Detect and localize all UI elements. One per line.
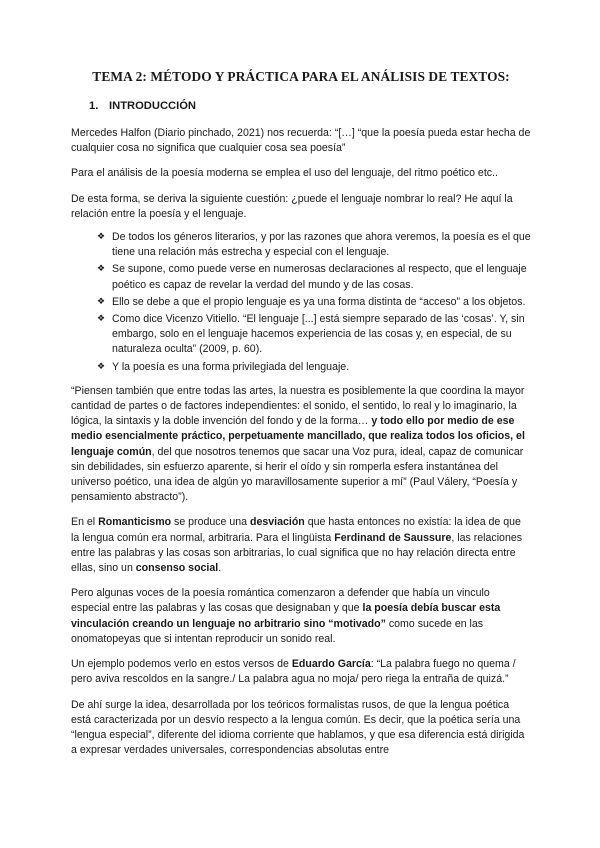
- diamond-bullet-icon: ❖: [97, 296, 106, 307]
- text-run: Pero algunas voces de la poesía romántica comenzaron a defender que había un vinculo especial entre las palabras y las cosas que designaban y que: [71, 587, 490, 615]
- paragraph-valery-quote: [71, 384, 531, 506]
- page-content: [71, 68, 531, 758]
- text-run: .: [218, 562, 222, 575]
- list-item: [99, 230, 531, 260]
- text-run: : “La palabra fuego no quema / pero aviva rescoldos en la sangre./ La palabra agua no moja/ pero riega la entraña de quizá.”: [71, 658, 516, 686]
- bold-run: consenso social: [135, 562, 219, 575]
- bullet-text: De todos los géneros literarios, y por las razones que ahora veremos, la poesía es el que tiene una relación más estrecha y especial con el lenguaje.: [112, 231, 531, 259]
- bold-run: Ferdinand de Saussure: [334, 531, 452, 544]
- document-title: TEMA 2: MÉTODO Y PRÁCTICA PARA EL ANÁLISIS DE TEXTOS:: [92, 69, 510, 84]
- valery-text-end: , del que nosotros tenemos que sacar una Voz pura, ideal, capaz de comunicar sin debilidades, sin esfuerzo aparente, si herir el oído y sin romperla esfera instantánea del universo poético, una idea de algún yo maravillosamente superior a mí” (Paul Válery, “Poesía y pensamiento abstracto”).: [71, 445, 524, 504]
- list-item: [99, 262, 531, 292]
- valery-bold-text: y todo ello por medio de ese medio esencialmente práctico, perpetuamente mancillado, que realiza todos los oficios, el lenguaje común: [71, 415, 525, 458]
- list-item: [99, 312, 531, 358]
- paragraph-halfon-quote: Mercedes Halfon (Diario pinchado, 2021) nos recuerda: “[…] “que la poesía pueda estar hecha de cualquier cosa no significa que cualquier cosa sea poesía”: [71, 127, 531, 155]
- bold-run: Romanticismo: [98, 516, 172, 529]
- bold-run: Eduardo García: [291, 658, 371, 671]
- diamond-bullet-icon: ❖: [97, 314, 106, 325]
- bold-run: desviación: [250, 516, 305, 529]
- bullet-list: [71, 230, 531, 375]
- list-item: [99, 295, 531, 310]
- text-run: , las relaciones entre las palabras y las cosas son arbitrarias, lo cual significa que no hay relación directa entre ellas, sino un: [71, 531, 523, 575]
- text-run: se produce una: [171, 516, 251, 529]
- section-number: 1.: [89, 100, 99, 112]
- diamond-bullet-icon: ❖: [97, 361, 106, 372]
- list-item: [99, 360, 531, 375]
- bullet-text: Se supone, como puede verse en numerosas declaraciones al respecto, que el lenguaje poético es capaz de revelar la verdad del mundo y de las cosas.: [112, 263, 527, 291]
- paragraph-formalistas: De ahí surge la idea, desarrollada por los teóricos formalistas rusos, de que la lengua poética está caracterizada por un desvío respecto a la lengua común. Es decir, que la poética sería una “lengua especial”, diferente del idioma corriente que hablamos, y que esa diferencia está dirigida a expresar verdades universales, correspondencias absolutas entre: [71, 698, 525, 757]
- paragraph-question: De esta forma, se deriva la siguiente cuestión: ¿puede el lenguaje nombrar lo real? He aquí la relación entre la poesía y el lenguaje.: [71, 192, 513, 220]
- section-title: INTRODUCCIÓN: [109, 100, 197, 112]
- paragraph-romanticismo: [71, 515, 531, 576]
- bullet-text: Y la poesía es una forma privilegiada del lenguaje.: [112, 360, 350, 373]
- section-heading: [71, 98, 531, 114]
- paragraph-modern-poetry: Para el análisis de la poesía moderna se emplea el uso del lenguaje, del ritmo poético etc..: [71, 167, 498, 180]
- text-run: como sucede en las onomatopeyas que si intentan reproducir un sonido real.: [71, 617, 484, 645]
- text-run: que hasta entonces no existía: la idea de que la lengua común era normal, arbitraria. Para el lingüista: [71, 516, 521, 544]
- bold-run: la poesía debía buscar esta vinculación creando un lenguaje no arbitrario sino “motivado”: [71, 602, 501, 630]
- diamond-bullet-icon: ❖: [97, 264, 106, 275]
- bullet-text: Ello se debe a que el propio lenguaje es ya una forma distinta de “acceso” a los objetos.: [112, 295, 526, 308]
- paragraph-vinculo: [71, 586, 531, 647]
- bullet-text: Como dice Vicenzo Vitiello. “El lenguaje [...] está siempre separado de las ‘cosas’. Y, sin embargo, solo en el lenguaje hacemos experiencia de las cosas y, en especial, de su naturaleza oculta” (2009, p. 60).: [112, 313, 525, 356]
- diamond-bullet-icon: ❖: [97, 232, 106, 243]
- valery-text-start: “Piensen también que entre todas las artes, la nuestra es posiblemente la que coordina la mayor cantidad de partes o de factores independientes: el sonido, el sentido, lo real y lo imaginario, la lógica, la sintaxis y la doble invención del fondo y de la forma…: [71, 384, 525, 428]
- text-run: Un ejemplo podemos verlo en estos versos de: [71, 658, 292, 671]
- text-run: En el: [71, 516, 99, 529]
- paragraph-garcia: [71, 657, 531, 687]
